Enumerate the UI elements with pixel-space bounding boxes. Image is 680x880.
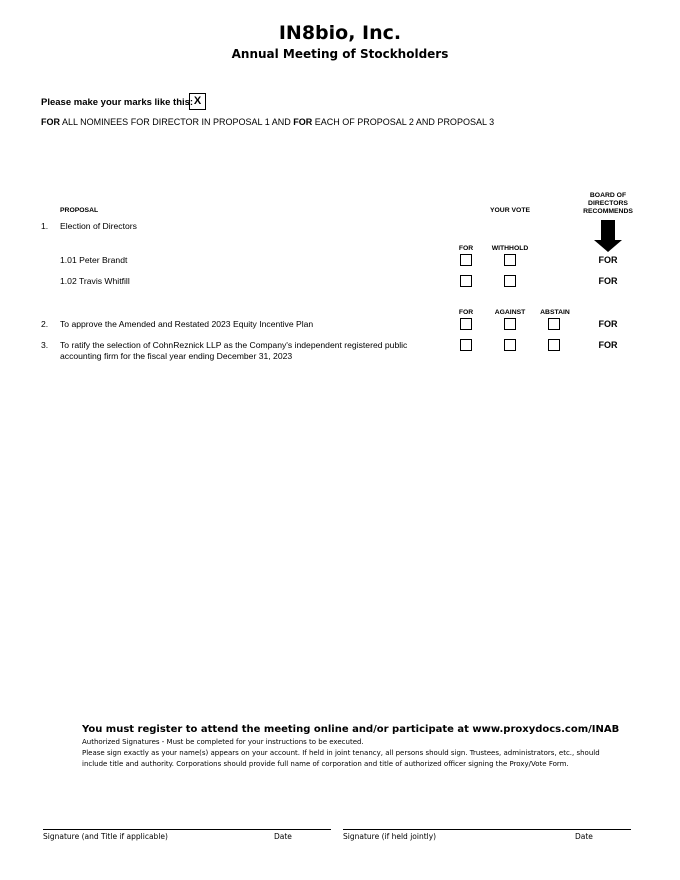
nominee-1-01-recommendation: FOR xyxy=(598,255,618,265)
nominee-1-01-for-checkbox[interactable] xyxy=(460,254,472,266)
board-recommendation-instruction xyxy=(41,117,494,127)
signature-label-2: Signature (if held jointly) xyxy=(343,832,437,841)
instr-part-2: EACH OF PROPOSAL 2 AND PROPOSAL 3 xyxy=(312,117,495,127)
mark-example-box: X xyxy=(189,93,206,110)
your-vote-column-header: YOUR VOTE xyxy=(489,207,531,214)
proposal-2-for-checkbox[interactable] xyxy=(460,318,472,330)
signature-line-1[interactable] xyxy=(43,829,331,830)
marks-instruction: Please make your marks like this: xyxy=(41,97,194,108)
proposal-1-number: 1. xyxy=(41,221,49,231)
nominee-1-01-name: 1.01 Peter Brandt xyxy=(60,255,128,265)
board-header-line-3: RECOMMENDS xyxy=(583,208,633,215)
proposal-2-number: 2. xyxy=(41,319,49,329)
date-label-1: Date xyxy=(274,832,292,841)
proposal-3-text-line-1: To ratify the selection of CohnReznick LLP as the Company's independent registered public xyxy=(60,340,408,350)
proposal-column-header: PROPOSAL xyxy=(60,207,99,214)
proposal-2-recommendation: FOR xyxy=(598,319,618,329)
p1-for-header: FOR xyxy=(458,245,474,252)
for-header: FOR xyxy=(458,309,474,316)
board-recommends-header xyxy=(578,192,638,216)
signature-line-2[interactable] xyxy=(343,829,631,830)
proposal-2-text: To approve the Amended and Restated 2023 Equity Incentive Plan xyxy=(60,319,314,329)
proposal-3-number: 3. xyxy=(41,340,49,350)
proposal-3-recommendation: FOR xyxy=(598,340,618,350)
nominee-1-02-withhold-checkbox[interactable] xyxy=(504,275,516,287)
instr-part-1: ALL NOMINEES FOR DIRECTOR IN PROPOSAL 1 AND xyxy=(60,117,294,127)
proposal-2-abstain-checkbox[interactable] xyxy=(548,318,560,330)
proposal-3-against-checkbox[interactable] xyxy=(504,339,516,351)
board-header-line-2: DIRECTORS xyxy=(588,200,628,207)
proposal-3-text xyxy=(60,340,407,361)
proposal-3-for-checkbox[interactable] xyxy=(460,339,472,351)
nominee-1-01-withhold-checkbox[interactable] xyxy=(504,254,516,266)
date-label-2: Date xyxy=(575,832,593,841)
board-header-line-1: BOARD OF xyxy=(589,192,627,199)
authorized-signatures-note: Authorized Signatures - Must be completed for your instructions to be executed. xyxy=(82,738,364,746)
instr-for-1: FOR xyxy=(41,117,60,127)
nominee-1-02-name: 1.02 Travis Whitfill xyxy=(60,276,130,286)
register-notice: You must register to attend the meeting online and/or participate at www.proxydocs.com/INAB xyxy=(82,724,620,735)
proposal-1-text: Election of Directors xyxy=(60,221,137,231)
instr-for-2: FOR xyxy=(293,117,313,127)
company-name: IN8bio, Inc. xyxy=(278,22,402,44)
meeting-title: Annual Meeting of Stockholders xyxy=(231,47,449,61)
proposal-2-against-checkbox[interactable] xyxy=(504,318,516,330)
against-header: AGAINST xyxy=(494,309,526,316)
signature-label-1: Signature (and Title if applicable) xyxy=(43,832,168,841)
nominee-1-02-recommendation: FOR xyxy=(598,276,618,286)
signature-instructions xyxy=(82,737,602,770)
proposal-3-text-line-2: accounting firm for the fiscal year ending December 31, 2023 xyxy=(60,350,293,361)
proposal-3-abstain-checkbox[interactable] xyxy=(548,339,560,351)
down-arrow-icon xyxy=(594,220,622,252)
nominee-1-02-for-checkbox[interactable] xyxy=(460,275,472,287)
p1-withhold-header: WITHHOLD xyxy=(491,245,529,252)
abstain-header: ABSTAIN xyxy=(540,309,570,316)
signing-instructions: Please sign exactly as your name(s) appears on your account. If held in joint tenancy, all persons should sign. Trustees, administrators, etc., should include title and authority. Corporations should provide full name of corporation and title of authorized officer signing the Proxy/Vote Form. xyxy=(82,749,600,768)
